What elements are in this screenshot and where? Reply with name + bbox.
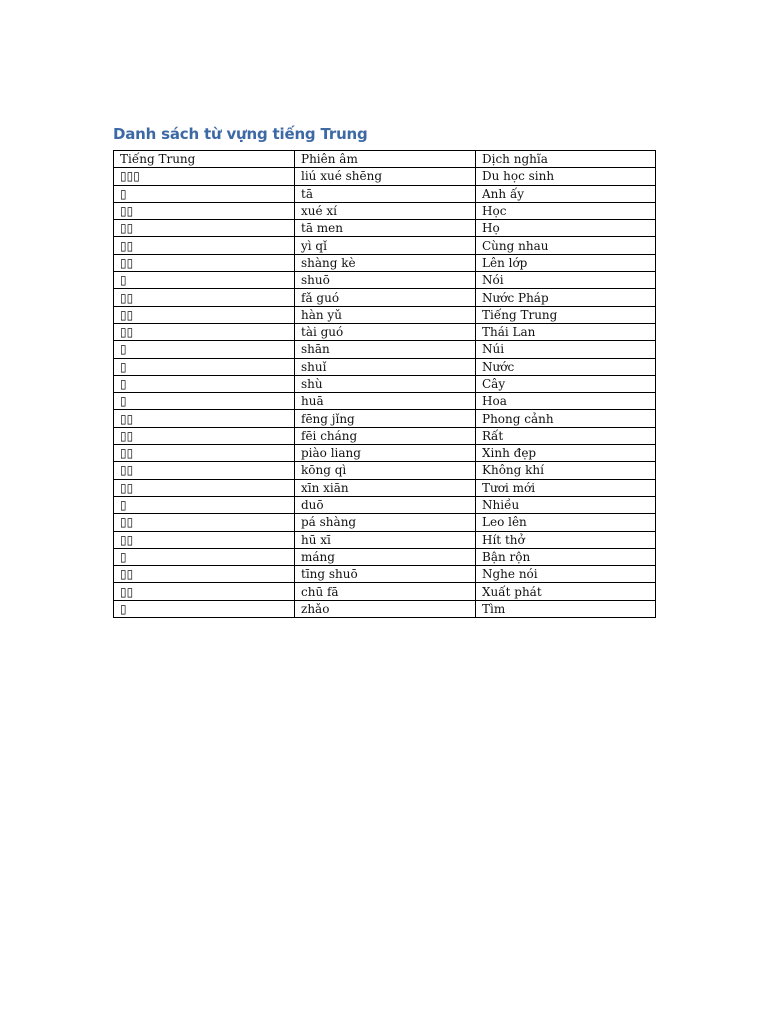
cell-pinyin: xīn xiān [295, 479, 476, 496]
cell-pinyin: hàn yǔ [295, 306, 476, 323]
cell-pinyin: shān [295, 341, 476, 358]
table-row [114, 479, 656, 496]
cell-pinyin: liú xué shēng [295, 168, 476, 185]
cell-pinyin: yì qǐ [295, 237, 476, 254]
cell-meaning: Núi [476, 341, 656, 358]
table-row [114, 220, 656, 237]
cell-meaning: Nước Pháp [476, 289, 656, 306]
table-row [114, 514, 656, 531]
cell-chinese: ▯▯ [114, 254, 295, 271]
cell-chinese: ▯▯ [114, 566, 295, 583]
cell-chinese: ▯▯ [114, 220, 295, 237]
header-chinese: Tiếng Trung [114, 151, 295, 168]
cell-pinyin: tā [295, 185, 476, 202]
cell-pinyin: duō [295, 496, 476, 513]
cell-chinese: ▯▯ [114, 427, 295, 444]
table-row [114, 202, 656, 219]
cell-chinese: ▯▯ [114, 583, 295, 600]
table-row [114, 185, 656, 202]
cell-meaning: Họ [476, 220, 656, 237]
cell-chinese: ▯▯ [114, 237, 295, 254]
table-row [114, 306, 656, 323]
cell-chinese: ▯ [114, 185, 295, 202]
table-row [114, 531, 656, 548]
cell-pinyin: tā men [295, 220, 476, 237]
cell-chinese: ▯ [114, 375, 295, 392]
table-row [114, 548, 656, 565]
cell-meaning: Học [476, 202, 656, 219]
cell-chinese: ▯▯ [114, 462, 295, 479]
cell-pinyin: máng [295, 548, 476, 565]
cell-pinyin: fēi cháng [295, 427, 476, 444]
document-title: Danh sách từ vựng tiếng Trung [113, 125, 368, 143]
cell-chinese: ▯ [114, 600, 295, 617]
vocabulary-table-body [114, 151, 656, 618]
cell-pinyin: xué xí [295, 202, 476, 219]
cell-chinese: ▯▯ [114, 289, 295, 306]
cell-pinyin: fēng jǐng [295, 410, 476, 427]
cell-meaning: Leo lên [476, 514, 656, 531]
table-row [114, 168, 656, 185]
cell-meaning: Du học sinh [476, 168, 656, 185]
table-row [114, 254, 656, 271]
cell-pinyin: zhǎo [295, 600, 476, 617]
cell-chinese: ▯▯ [114, 323, 295, 340]
cell-meaning: Nước [476, 358, 656, 375]
cell-pinyin: shù [295, 375, 476, 392]
table-row [114, 323, 656, 340]
cell-meaning: Nói [476, 272, 656, 289]
table-row [114, 237, 656, 254]
cell-chinese: ▯▯ [114, 410, 295, 427]
cell-chinese: ▯▯▯ [114, 168, 295, 185]
table-row [114, 410, 656, 427]
cell-meaning: Hít thở [476, 531, 656, 548]
table-row [114, 566, 656, 583]
table-row [114, 583, 656, 600]
vocabulary-table [113, 150, 656, 618]
cell-pinyin: huā [295, 393, 476, 410]
cell-pinyin: piào liang [295, 445, 476, 462]
table-header-row [114, 151, 656, 168]
cell-pinyin: shuǐ [295, 358, 476, 375]
cell-pinyin: kōng qì [295, 462, 476, 479]
table-row [114, 427, 656, 444]
cell-meaning: Rất [476, 427, 656, 444]
cell-chinese: ▯▯ [114, 306, 295, 323]
cell-meaning: Nhiều [476, 496, 656, 513]
cell-pinyin: fǎ guó [295, 289, 476, 306]
cell-meaning: Tươi mới [476, 479, 656, 496]
cell-pinyin: shàng kè [295, 254, 476, 271]
table-row [114, 393, 656, 410]
cell-chinese: ▯▯ [114, 445, 295, 462]
table-row [114, 600, 656, 617]
cell-pinyin: shuō [295, 272, 476, 289]
header-meaning: Dịch nghĩa [476, 151, 656, 168]
table-row [114, 496, 656, 513]
cell-pinyin: pá shàng [295, 514, 476, 531]
table-row [114, 341, 656, 358]
cell-meaning: Phong cảnh [476, 410, 656, 427]
cell-meaning: Bận rộn [476, 548, 656, 565]
table-row [114, 445, 656, 462]
cell-pinyin: tīng shuō [295, 566, 476, 583]
cell-meaning: Thái Lan [476, 323, 656, 340]
cell-chinese: ▯▯ [114, 531, 295, 548]
cell-meaning: Hoa [476, 393, 656, 410]
cell-chinese: ▯ [114, 393, 295, 410]
cell-chinese: ▯▯ [114, 514, 295, 531]
cell-meaning: Không khí [476, 462, 656, 479]
table-row [114, 462, 656, 479]
cell-chinese: ▯ [114, 341, 295, 358]
header-pinyin: Phiên âm [295, 151, 476, 168]
cell-pinyin: hū xī [295, 531, 476, 548]
cell-chinese: ▯▯ [114, 479, 295, 496]
table-row [114, 375, 656, 392]
cell-chinese: ▯ [114, 272, 295, 289]
cell-meaning: Cây [476, 375, 656, 392]
table-row [114, 358, 656, 375]
cell-meaning: Xinh đẹp [476, 445, 656, 462]
cell-meaning: Cùng nhau [476, 237, 656, 254]
table-row [114, 289, 656, 306]
cell-meaning: Anh ấy [476, 185, 656, 202]
cell-chinese: ▯ [114, 548, 295, 565]
cell-chinese: ▯▯ [114, 202, 295, 219]
table-row [114, 272, 656, 289]
cell-pinyin: tài guó [295, 323, 476, 340]
cell-pinyin: chū fā [295, 583, 476, 600]
cell-meaning: Nghe nói [476, 566, 656, 583]
cell-meaning: Tiếng Trung [476, 306, 656, 323]
cell-meaning: Tìm [476, 600, 656, 617]
cell-chinese: ▯ [114, 358, 295, 375]
cell-meaning: Xuất phát [476, 583, 656, 600]
cell-chinese: ▯ [114, 496, 295, 513]
cell-meaning: Lên lớp [476, 254, 656, 271]
